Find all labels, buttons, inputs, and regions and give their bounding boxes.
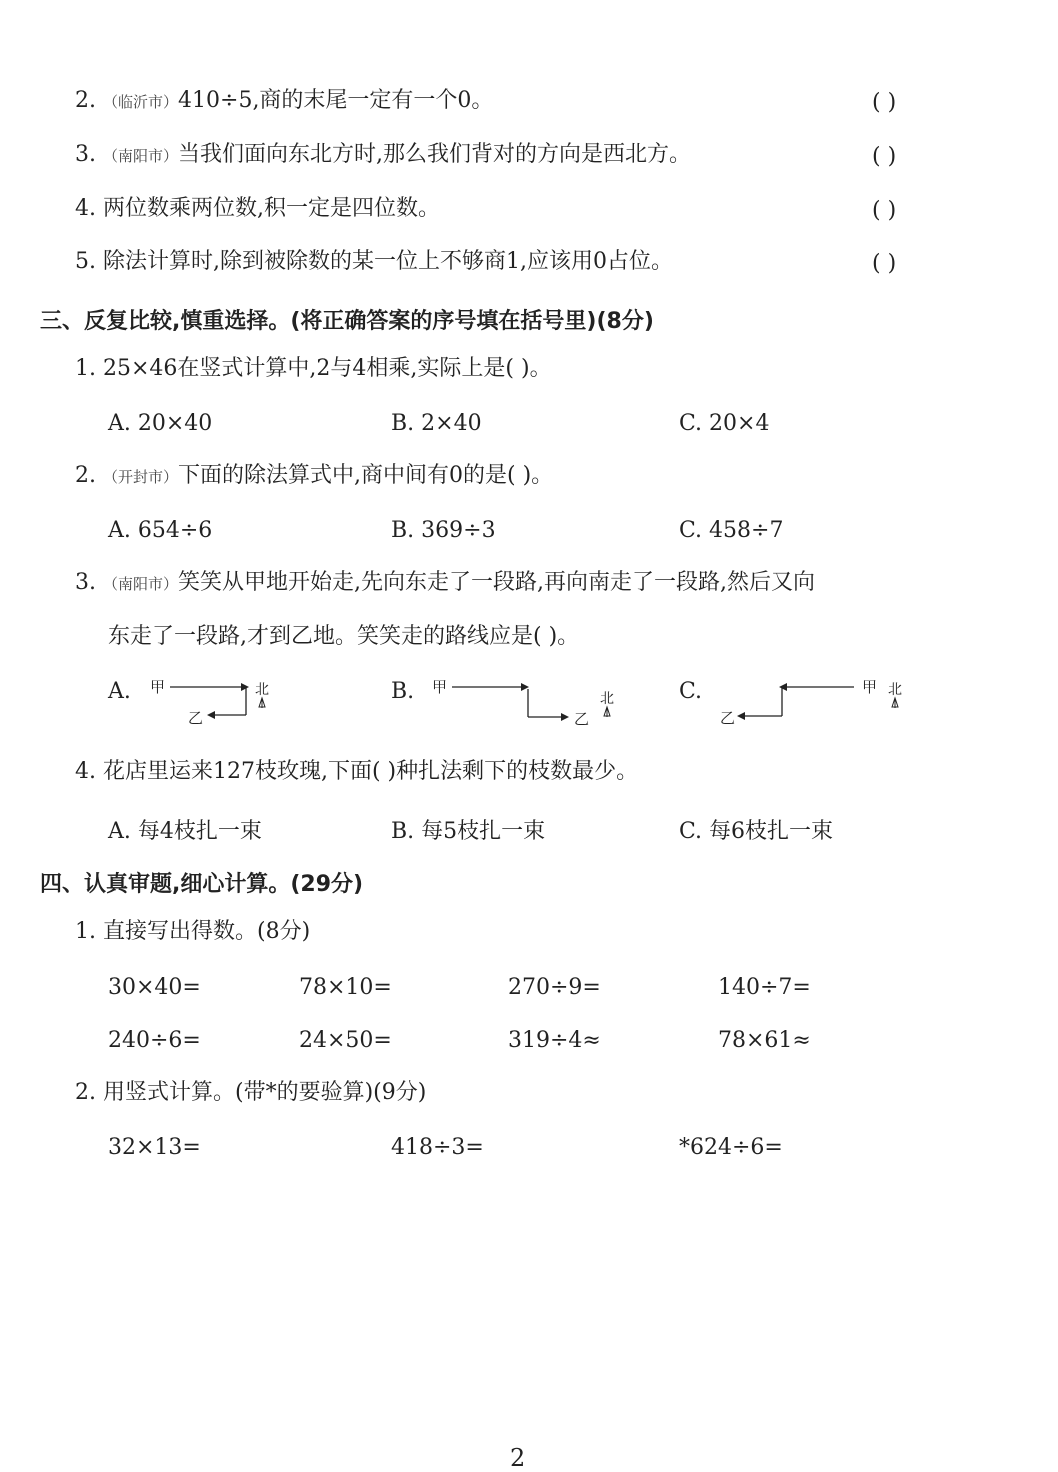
item-text: 下面的除法算式中,商中间有0的是( )。 xyxy=(178,463,554,488)
item-number: 2. xyxy=(75,88,96,113)
item-source: （开封市） xyxy=(103,468,179,486)
section-title: 三、反复比较,慎重选择。(将正确答案的序号填在括号里)(8分) xyxy=(40,309,654,334)
north-arrow-icon xyxy=(604,707,610,717)
route-diagram-b xyxy=(432,676,632,730)
option-b-label[interactable]: B. xyxy=(391,679,415,704)
calc-item[interactable]: 78×61≈ xyxy=(718,1028,811,1053)
item-text-continued: 东走了一段路,才到乙地。笑笑走的路线应是( )。 xyxy=(108,624,580,649)
calc-item[interactable]: 30×40= xyxy=(108,975,201,1000)
place-end: 乙 xyxy=(188,709,204,727)
calc-question-2 xyxy=(75,1082,426,1104)
option-a-label[interactable]: A. xyxy=(108,679,131,704)
calc-item[interactable]: 24×50= xyxy=(299,1028,392,1053)
option-a[interactable]: A. 654÷6 xyxy=(108,518,213,543)
place-start: 甲 xyxy=(862,678,878,696)
item-text: 25×46在竖式计算中,2与4相乘,实际上是( )。 xyxy=(103,356,552,381)
item-source: （南阳市） xyxy=(103,147,179,165)
page-number: 2 xyxy=(510,1444,526,1472)
arrow-head xyxy=(241,683,249,691)
item-number: 4. xyxy=(75,196,96,221)
route-diagram-a xyxy=(150,676,280,728)
calc-item[interactable]: 140÷7= xyxy=(718,975,811,1000)
item-text: 除法计算时,除到被除数的某一位上不够商1,应该用0占位。 xyxy=(103,249,673,274)
section-title: 四、认真审题,细心计算。(29分) xyxy=(40,872,364,897)
option-a[interactable]: A. 每4枝扎一束 xyxy=(108,819,262,844)
item-source: （临沂市） xyxy=(103,93,179,111)
calc-item[interactable]: *624÷6= xyxy=(679,1135,783,1160)
option-a[interactable]: A. 20×40 xyxy=(108,411,213,436)
item-number: 1. xyxy=(75,919,96,944)
item-source: （南阳市） xyxy=(103,575,179,593)
option-c[interactable]: C. 458÷7 xyxy=(679,518,784,543)
north-label: 北 xyxy=(888,682,902,698)
calc-item[interactable]: 78×10= xyxy=(299,975,392,1000)
arrow-head xyxy=(207,711,215,719)
north-arrow-icon xyxy=(892,698,898,708)
answer-blank[interactable]: ( ) xyxy=(872,90,897,115)
item-text: 花店里运来127枝玫瑰,下面( )种扎法剩下的枝数最少。 xyxy=(103,759,639,784)
choice-question-2 xyxy=(75,465,553,487)
place-end: 乙 xyxy=(574,710,590,728)
choice-question-1 xyxy=(75,358,552,380)
north-label: 北 xyxy=(600,691,614,707)
judge-item-3 xyxy=(75,144,691,166)
item-number: 1. xyxy=(75,356,96,381)
item-text: 当我们面向东北方时,那么我们背对的方向是西北方。 xyxy=(178,142,692,167)
calc-question-1 xyxy=(75,921,310,943)
answer-blank[interactable]: ( ) xyxy=(872,251,897,276)
calc-item[interactable]: 418÷3= xyxy=(391,1135,484,1160)
choice-question-4 xyxy=(75,761,638,783)
north-label: 北 xyxy=(255,682,269,698)
option-b[interactable]: B. 2×40 xyxy=(391,411,482,436)
calc-item[interactable]: 270÷9= xyxy=(508,975,601,1000)
arrow-head xyxy=(737,712,745,720)
item-text: 笑笑从甲地开始走,先向东走了一段路,再向南走了一段路,然后又向 xyxy=(178,570,815,595)
item-number: 3. xyxy=(75,142,96,167)
arrow-head xyxy=(561,713,569,721)
choice-question-3 xyxy=(75,572,815,594)
option-c[interactable]: C. 20×4 xyxy=(679,411,770,436)
item-number: 2. xyxy=(75,1080,96,1105)
option-b[interactable]: B. 369÷3 xyxy=(391,518,496,543)
calc-item[interactable]: 32×13= xyxy=(108,1135,201,1160)
item-text: 用竖式计算。(带*的要验算)(9分) xyxy=(103,1080,427,1105)
item-number: 4. xyxy=(75,759,96,784)
item-text: 410÷5,商的末尾一定有一个0。 xyxy=(178,88,494,113)
place-start: 甲 xyxy=(432,678,448,696)
judge-item-2 xyxy=(75,90,493,112)
place-end: 乙 xyxy=(720,709,736,727)
option-c-label[interactable]: C. xyxy=(679,679,703,704)
item-text: 直接写出得数。(8分) xyxy=(103,919,311,944)
item-number: 5. xyxy=(75,249,96,274)
judge-item-5 xyxy=(75,251,673,273)
route-diagram-c xyxy=(718,676,918,730)
answer-blank[interactable]: ( ) xyxy=(872,144,897,169)
judge-item-4 xyxy=(75,198,440,220)
item-number: 3. xyxy=(75,570,96,595)
item-number: 2. xyxy=(75,463,96,488)
option-b[interactable]: B. 每5枝扎一束 xyxy=(391,819,546,844)
arrow-head xyxy=(779,683,787,691)
answer-blank[interactable]: ( ) xyxy=(872,198,897,223)
calc-item[interactable]: 240÷6= xyxy=(108,1028,201,1053)
option-c[interactable]: C. 每6枝扎一束 xyxy=(679,819,834,844)
item-text: 两位数乘两位数,积一定是四位数。 xyxy=(103,196,440,221)
north-arrow-icon xyxy=(259,698,265,708)
calc-item[interactable]: 319÷4≈ xyxy=(508,1028,601,1053)
place-start: 甲 xyxy=(150,678,166,696)
